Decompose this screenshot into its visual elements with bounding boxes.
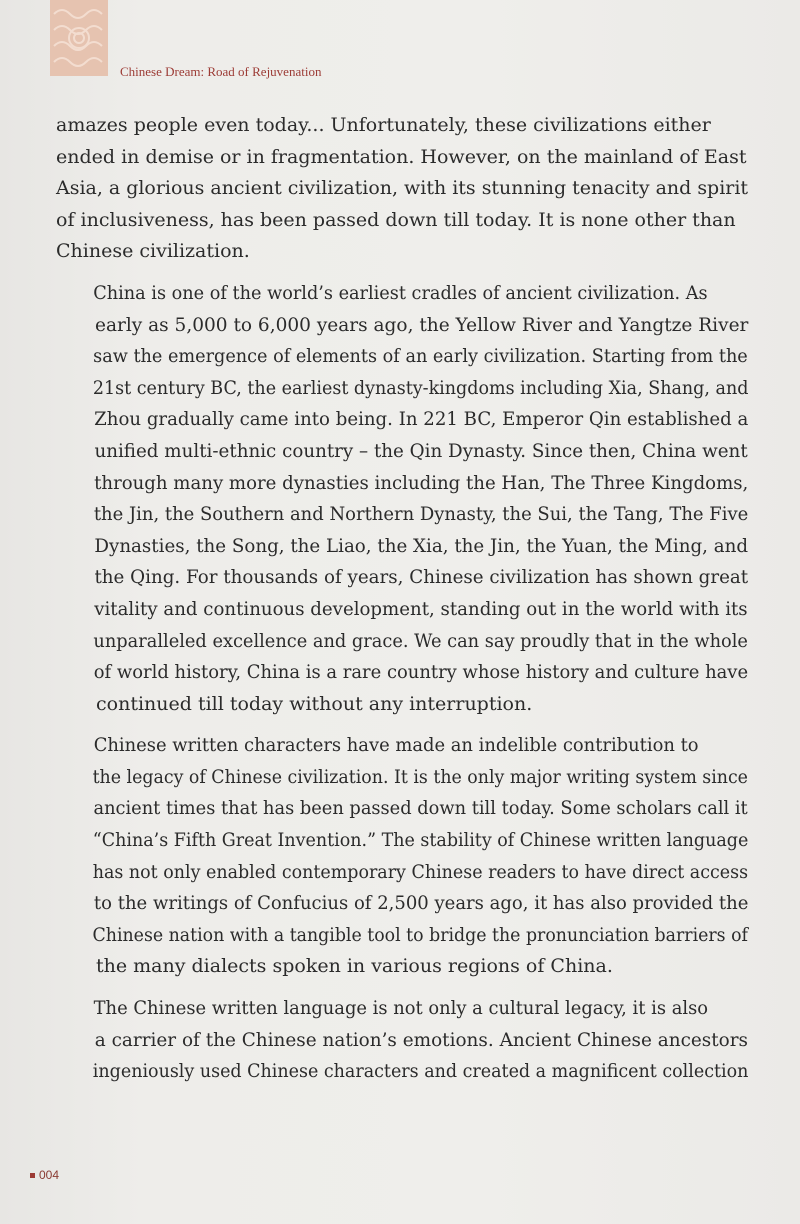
text-line: has not only enabled contemporary Chinese readers to have direct access — [92, 860, 749, 883]
text-line: Chinese civilization. — [56, 240, 250, 263]
text-line: continued till today without any interruption. — [96, 692, 533, 715]
text-line: Zhou gradually came into being. In 221 BC, Emperor Qin established a — [94, 408, 749, 431]
text-line: amazes people even today... Unfortunately, these civilizations either — [56, 114, 711, 136]
text-line: the Jin, the Southern and Northern Dynasty, the Sui, the Tang, The Five — [93, 503, 749, 526]
paragraph — [56, 110, 748, 268]
text-line: 21st century BC, the earliest dynasty-kingdoms including Xia, Shang, and — [92, 376, 749, 399]
paragraph — [56, 730, 748, 983]
decorative-pattern-icon — [50, 0, 108, 76]
page-footer — [30, 1168, 59, 1182]
body-text — [56, 110, 748, 1098]
paragraph — [56, 993, 748, 1088]
text-line: saw the emergence of elements of an early civilization. Starting from the — [93, 345, 748, 368]
paragraph — [56, 278, 748, 720]
page-number: 004 — [39, 1168, 60, 1182]
text-line: a carrier of the Chinese nation’s emotions. Ancient Chinese ancestors — [94, 1028, 748, 1051]
text-line: ingeniously used Chinese characters and created a magnificent collection — [92, 1060, 749, 1083]
text-line: early as 5,000 to 6,000 years ago, the Yellow River and Yangtze River — [94, 313, 749, 336]
running-header: Chinese Dream: Road of Rejuvenation — [120, 64, 322, 79]
text-line: vitality and continuous development, standing out in the world with its — [94, 597, 748, 620]
text-line: China is one of the world’s earliest cradles of ancient civilization. As — [93, 281, 708, 304]
text-line: the many dialects spoken in various regions of China. — [96, 955, 613, 978]
text-line: through many more dynasties including the Han, The Three Kingdoms, — [94, 471, 749, 494]
text-line: of inclusiveness, has been passed down till today. It is none other than — [56, 208, 736, 231]
text-line: the Qing. For thousands of years, Chinese civilization has shown great — [94, 566, 749, 589]
text-line: the legacy of Chinese civilization. It is the only major writing system since — [92, 765, 748, 788]
text-line: ended in demise or in fragmentation. However, on the mainland of East — [56, 145, 747, 168]
text-line: ancient times that has been passed down till today. Some scholars call it — [93, 797, 748, 820]
folio-square-icon — [30, 1173, 35, 1178]
text-line: Dynasties, the Song, the Liao, the Xia, the Jin, the Yuan, the Ming, and — [94, 534, 749, 557]
text-line: The Chinese written language is not only a cultural legacy, it is also — [93, 997, 709, 1020]
text-line: unparalleled excellence and grace. We can say proudly that in the whole — [93, 629, 748, 652]
text-line: Chinese nation with a tangible tool to bridge the pronunciation barriers of — [92, 923, 748, 946]
text-line: Chinese written characters have made an indelible contribution to — [93, 734, 699, 757]
text-line: Asia, a glorious ancient civilization, with its stunning tenacity and spirit — [56, 177, 749, 200]
text-line: to the writings of Confucius of 2,500 years ago, it has also provided the — [93, 892, 749, 915]
text-line: of world history, China is a rare country whose history and culture have — [93, 661, 749, 684]
text-line: “China’s Fifth Great Invention.” The stability of Chinese written language — [92, 829, 749, 852]
text-line: unified multi-ethnic country – the Qin Dynasty. Since then, China went — [94, 439, 748, 462]
